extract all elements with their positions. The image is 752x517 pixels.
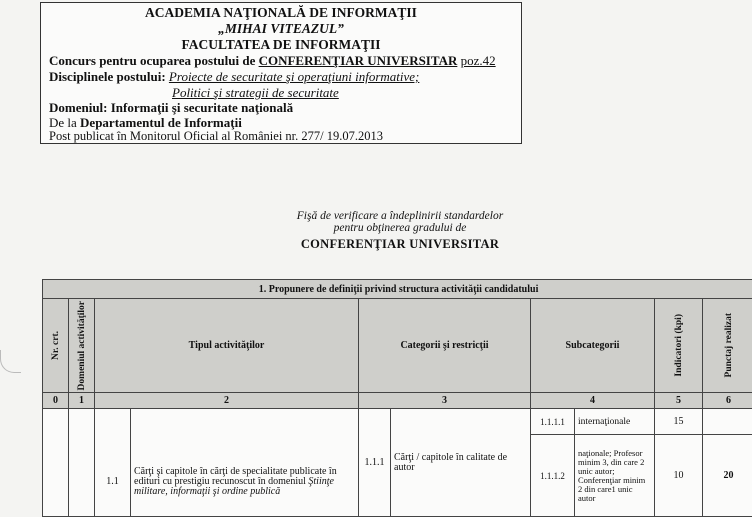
discipline-2: Politici şi strategii de securitate [172,85,339,100]
title-line-2: pentru obţinerea gradului de [230,222,570,234]
col-number: 3 [359,393,531,409]
title-line-1: Fişă de verificare a îndeplinirii standardelor [230,210,570,222]
verification-table [42,279,752,517]
col-number: 0 [43,393,69,409]
score-cell [703,409,752,435]
department-name: Departamentul de Informaţii [80,115,242,130]
header-categorii: Categorii şi restricţii [359,299,531,393]
page-edge-mark [0,350,21,373]
subcategory-text: internaţionale [575,409,655,435]
discipline-1: Proiecte de securitate şi operaţiuni informative; [169,69,419,84]
institution-name: ACADEMIA NAŢIONALĂ DE INFORMAŢII [41,5,521,21]
header-box [40,2,522,144]
disciplines-line [49,69,529,85]
kpi-value: 15 [655,409,703,435]
title-line-3: CONFERENŢIAR UNIVERSITAR [230,237,570,252]
institution-patron: „MIHAI VITEAZUL” [41,21,521,37]
activity-text: Cărţi şi capitole în cărţi de specialitate publicate în edituri cu prestigiu recunoscut în domeniul [134,466,337,487]
document-title [230,210,570,252]
subcategory-text: naţionale; Profesor minim 3, din care 2 unic autor; Conferenţiar minim 2 din care1 unic autor [575,435,655,517]
disciplines-label: Disciplinele postului: [49,69,166,84]
header-nr: Nr. crt. [43,299,69,393]
header-subcategorii: Subcategorii [531,299,655,393]
position-name: CONFERENŢIAR UNIVERSITAR [259,53,458,68]
nr-cell [43,409,69,517]
activity-text-italic: Ştiinţe militare, informaţii şi ordine publică [134,476,334,497]
table-banner: 1. Propunere de definiţii privind structura activităţii candidatului [43,280,752,299]
col-number: 5 [655,393,703,409]
col-number: 4 [531,393,655,409]
faculty-name: FACULTATEA DE INFORMAŢII [41,37,521,53]
subcategory-code: 1.1.1.1 [531,409,575,435]
contest-line [49,53,529,69]
col-number: 2 [95,393,359,409]
col-number: 1 [69,393,95,409]
category-text: Cărţi / capitole în calitate de autor [391,409,531,517]
position-code: poz.42 [461,53,496,68]
domain-line: Domeniul: Informaţii şi securitate naţională [49,100,529,116]
activity-description [131,409,359,517]
col-number: 6 [703,393,752,409]
header-punctaj: Punctaj realizat [703,299,752,393]
category-code: 1.1.1 [359,409,391,517]
header-indicatori: Indicatori (kpi) [655,299,703,393]
domain-cell [69,409,95,517]
header-tipul: Tipul activităţilor [95,299,359,393]
discipline-2-line [172,85,652,101]
publication-line: Post publicat în Monitorul Oficial al României nr. 277/ 19.07.2013 [49,129,529,144]
contest-prefix: Concurs pentru ocuparea postului de [49,53,255,68]
kpi-value: 10 [655,435,703,517]
activity-code: 1.1 [95,409,131,517]
score-value: 20 [703,435,752,517]
header-domeniul: Domeniul activităţilor [69,299,95,393]
department-prefix: De la [49,115,77,130]
subcategory-code: 1.1.1.2 [531,435,575,517]
